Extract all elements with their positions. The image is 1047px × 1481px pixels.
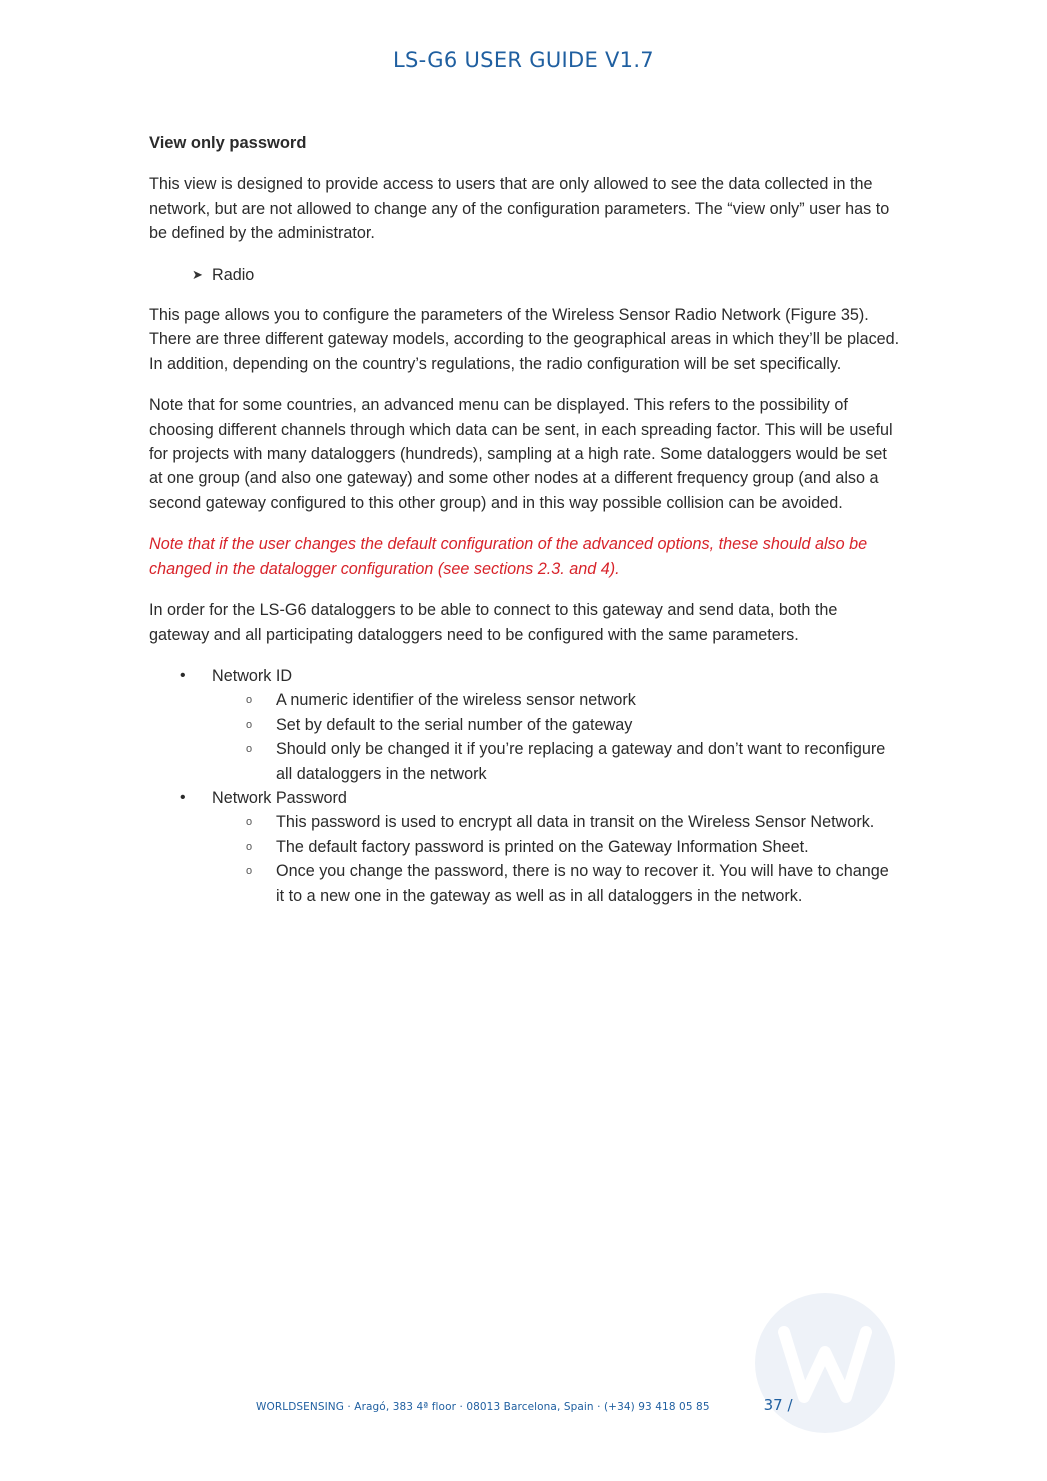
list-item: o The default factory password is printed on the Gateway Information Sheet. — [276, 835, 901, 859]
page-content — [149, 131, 901, 908]
page-footer — [256, 1396, 876, 1414]
list-item: o A numeric identifier of the wireless sensor network — [276, 688, 901, 712]
footer-contact: WORLDSENSING · Aragó, 383 4ª floor · 08013 Barcelona, Spain · (+34) 93 418 05 85 — [256, 1401, 710, 1413]
section-title: View only password — [149, 134, 307, 152]
radio-note: Note that if the user changes the default configuration of the advanced options, these should also be changed in the datalogger configuration (see sections 2.3. and 4). — [149, 535, 868, 578]
network-id-sublist — [212, 688, 901, 786]
list-item-network-password — [149, 786, 901, 908]
intro-paragraph: This view is designed to provide access to users that are only allowed to see the data collected in the network, but are not allowed to change any of the configuration parameters. The “view only” user has to be defined by the administrator. — [149, 175, 890, 243]
list-item: o Should only be changed it if you’re replacing a gateway and don’t want to reconfigure all dataloggers in the network — [276, 737, 901, 786]
radio-paragraph-2: Note that for some countries, an advanced menu can be displayed. This refers to the possibility of choosing different channels through which data can be sent, in each spreading factor. This will be useful for projects with many dataloggers (hundreds), sampling at a high rate. Some dataloggers would be set at one group (and also one gateway) and some other nodes at a different frequency group (and also a second gateway configured to this other group) and in this way possible collision can be avoided. — [149, 396, 893, 512]
list-item: o This password is used to encrypt all data in transit on the Wireless Sensor Network. — [276, 810, 901, 834]
network-password-label: Network Password — [212, 788, 347, 807]
page-number: 37 / — [763, 1396, 793, 1414]
radio-paragraph-3: In order for the LS-G6 dataloggers to be able to connect to this gateway and send data, both the gateway and all participating dataloggers need to be configured with the same parameters. — [149, 601, 838, 644]
list-item: o Once you change the password, there is no way to recover it. You will have to change it to a new one in the gateway as well as in all dataloggers in the network. — [276, 859, 901, 908]
arrow-bullet-icon: ➤ — [192, 266, 203, 282]
network-password-sublist — [212, 810, 901, 908]
network-id-label: Network ID — [212, 666, 293, 685]
parameter-list — [149, 664, 901, 908]
radio-paragraph-1: This page allows you to configure the parameters of the Wireless Sensor Radio Network (Figure 35). There are three different gateway models, according to the geographical areas in which they’ll be placed. In addition, depending on the country’s regulations, the radio configuration will be set specifically. — [149, 306, 900, 373]
radio-heading — [192, 263, 901, 287]
list-item-network-id — [149, 664, 901, 786]
list-item: o Set by default to the serial number of the gateway — [276, 713, 901, 737]
page-header-title: LS-G6 USER GUIDE V1.7 — [393, 48, 654, 72]
radio-heading-label: Radio — [212, 265, 255, 284]
